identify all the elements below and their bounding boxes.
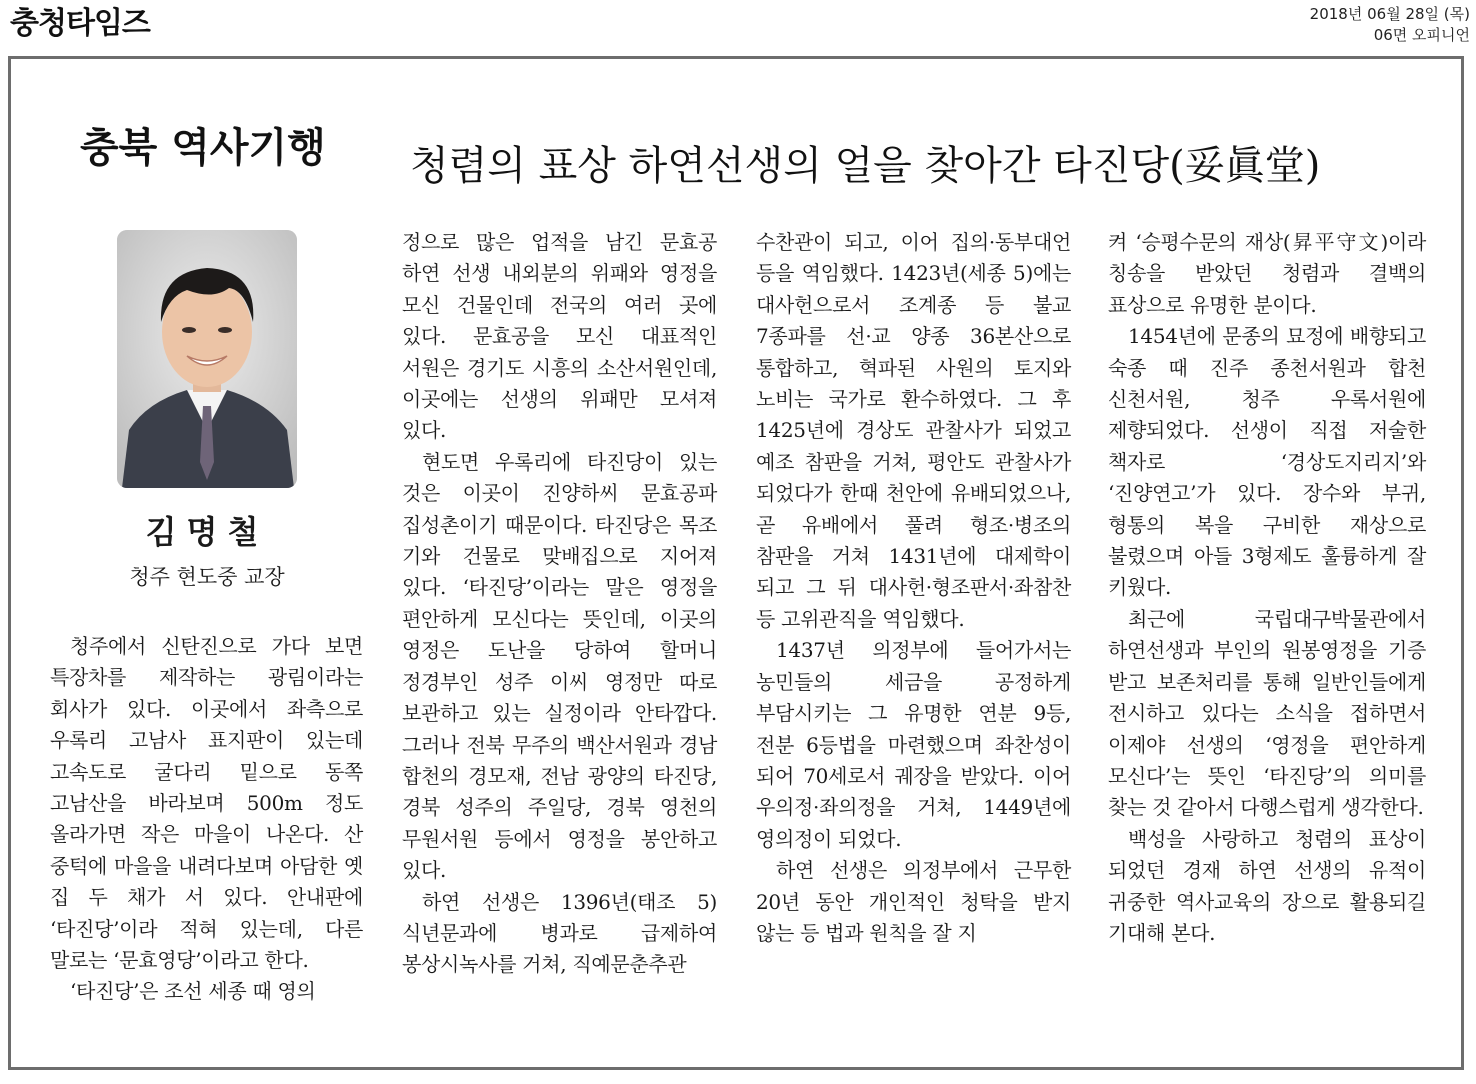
paragraph: 청주에서 신탄진으로 가다 보면 특장차를 제작하는 광림이라는 회사가 있다. 이곳에서 좌측으로 우록리 고남사 표지판이 있는데 고속도로 굴다리 밑으로 동쪽 고남산을 바라보며 500m 정도 올라가면 작은 마을이 나온다. 산 중턱에 마을을 내려다보며 아담한 옛 집 두 채가 서 있다. 안내판에 ‘타진당’이라 적혀 있는데, 다른 말로는 ‘문효영당’이라고 한다. xyxy=(50,634,363,973)
paragraph: 켜 ‘승평수문의 재상(昇平守文)이라 칭송을 받았던 청렴과 결백의 표상으로 유명한 분이다. xyxy=(1108,230,1426,317)
author-name: 김명철 xyxy=(145,513,269,551)
page-section: 06면 오피니언 xyxy=(1373,26,1470,44)
article-column-3 xyxy=(756,227,1071,949)
series-title: 충북 역사기행 xyxy=(80,125,326,171)
article-column-1 xyxy=(50,631,363,1008)
publication-date: 2018년 06월 28일 (목) xyxy=(1309,5,1470,23)
paragraph: 하연 선생은 의정부에서 근무한 20년 동안 개인적인 청탁을 받지 않는 등 법과 원칙을 잘 지 xyxy=(756,858,1071,945)
author-portrait-icon xyxy=(117,230,297,488)
author-photo xyxy=(117,230,297,488)
article-column-2 xyxy=(402,227,717,981)
paragraph: 백성을 사랑하고 청렴의 표상이 되었던 경재 하연 선생의 유적이 귀중한 역사교육의 장으로 활용되길 기대해 본다. xyxy=(1108,826,1426,945)
paragraph: 하연 선생은 1396년(태조 5) 식년문과에 병과로 급제하여 봉상시녹사를 거쳐, 직예문춘추관 xyxy=(402,889,717,977)
paragraph: 1454년에 문종의 묘정에 배향되고 숙종 때 진주 종천서원과 합천 신천서원, 청주 우록서원에 제향되었다. 선생이 직접 저술한 책자로 ‘경상도지리지’와 ‘진양연고’가 있다. 장수와 부귀, 형통의 복을 구비한 재상으로 불렸으며 아들 3형제도 훌륭하게 잘 키웠다. xyxy=(1108,324,1426,600)
edition-info xyxy=(1310,4,1470,46)
author-title: 청주 현도중 교장 xyxy=(129,565,285,589)
paragraph: 수찬관이 되고, 이어 집의·동부대언 등을 역임했다. 1423년(세종 5)에는 대사헌으로서 조계종 등 불교 7종파를 선·교 양종 36본산으로 통합하고, 혁파된 사원의 토지와 노비는 국가로 환수하였다. 그 후 1425년에 경상도 관찰사가 되었고 예조 참판을 거쳐, 평안도 관찰사가 되었다가 한때 천안에 유배되었으나, 곧 유배에서 풀려 형조·병조의 참판을 거쳐 1431년에 대제학이 되고 그 뒤 대사헌·형조판서·좌참찬 등 고위관직을 역임했다. xyxy=(756,230,1071,631)
paragraph: ‘타진당’은 조선 세종 때 영의 xyxy=(70,979,316,1004)
paragraph: 정으로 많은 업적을 남긴 문효공 하연 선생 내외분의 위패와 영정을 모신 건물인데 전국의 여러 곳에 있다. 문효공을 모신 대표적인 서원은 경기도 시흥의 소산서원인데, 이곳에는 선생의 위패만 모셔져 있다. xyxy=(402,230,717,443)
paragraph: 최근에 국립대구박물관에서 하연선생과 부인의 원봉영정을 기증 받고 보존처리를 통해 일반인들에게 전시하고 있다는 소식을 접하면서 이제야 선생의 ‘영정을 편안하게 모신다’는 뜻인 ‘타진당’의 의미를 찾는 것 같아서 다행스럽게 생각한다. xyxy=(1108,606,1426,820)
paragraph: 1437년 의정부에 들어가서는 농민들의 세금을 공정하게 부담시키는 그 유명한 연분 9등, 전분 6등법을 마련했으며 좌찬성이 되어 70세로서 궤장을 받았다. 이어 우의정·좌의정을 거쳐, 1449년에 영의정이 되었다. xyxy=(756,638,1071,851)
newspaper-logo: 충청타임즈 xyxy=(10,6,150,41)
article-column-4 xyxy=(1108,227,1426,949)
article-headline: 청렴의 표상 하연선생의 얼을 찾아간 타진당(妥眞堂) xyxy=(410,143,1321,189)
paragraph: 현도면 우록리에 타진당이 있는 것은 이곳이 진양하씨 문효공파 집성촌이기 때문이다. 타진당은 목조 기와 건물로 맞배집으로 지어져 있다. ‘타진당’이라는 말은 영정을 편안하게 모신다는 뜻인데, 이곳의 영정은 도난을 당하여 할머니 정경부인 성주 이씨 영정만 따로 보관하고 있는 실정이라 안타깝다. 그러나 전북 무주의 백산서원과 경남 합천의 경모재, 전남 광양의 타진당, 경북 성주의 주일당, 경북 영천의 무원서원 등에서 영정을 봉안하고 있다. xyxy=(402,449,717,883)
